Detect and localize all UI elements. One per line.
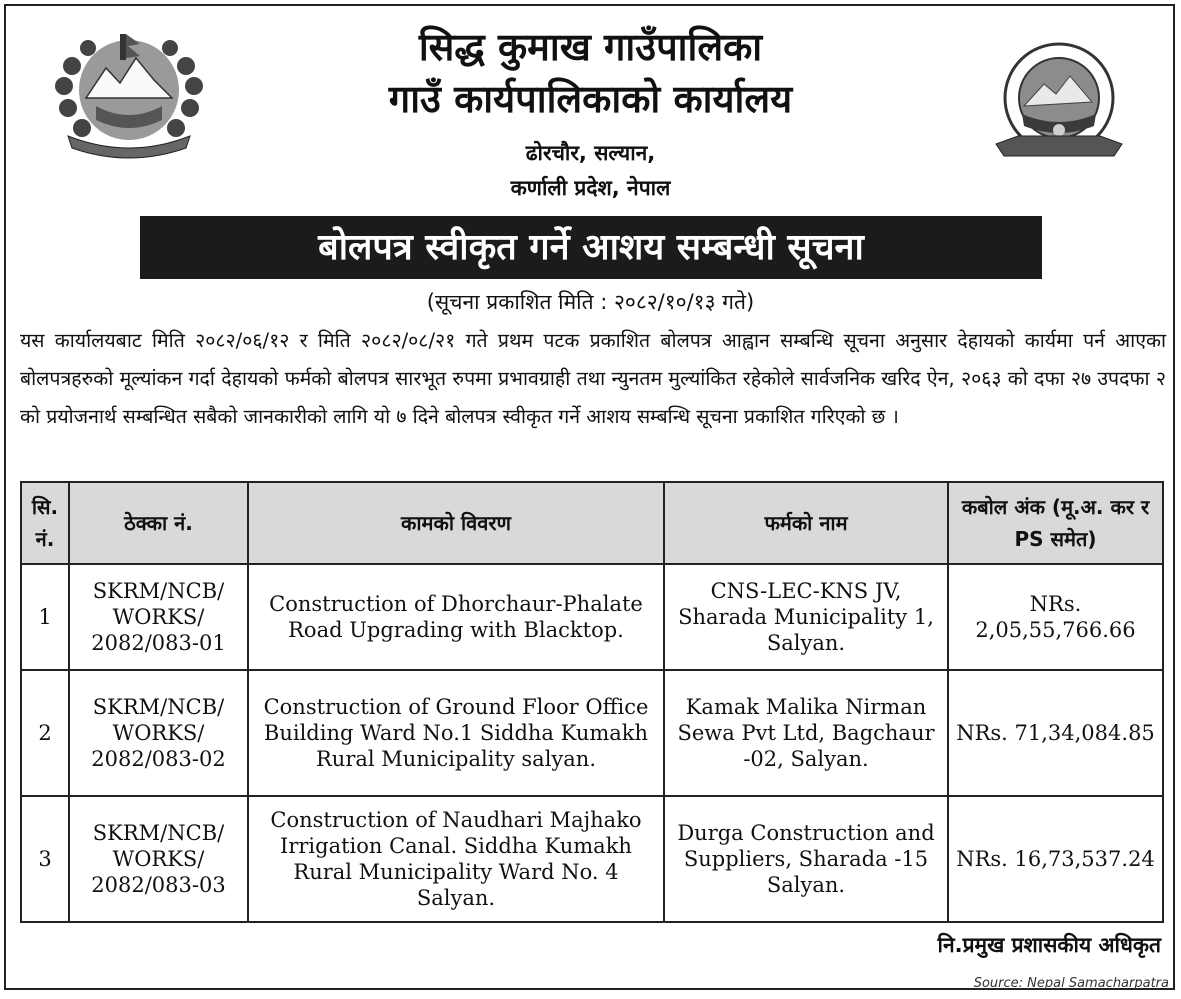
source-credit: Source: Nepal Samacharpatra: [973, 976, 1169, 991]
cell-amount: NRs. 2,05,55,766.66: [948, 564, 1163, 670]
header-sn: सि. नं.: [21, 482, 69, 564]
address-line-1: ढोरचौर, सल्यान,: [525, 141, 656, 165]
office-name: गाउँ कार्यपालिकाको कार्यालय: [388, 77, 793, 121]
bid-table: [20, 481, 1164, 923]
cell-sn: 1: [21, 564, 69, 670]
table-row: [21, 796, 1163, 922]
header-work-description: कामको विवरण: [248, 482, 664, 564]
address-line-2: कर्णाली प्रदेश, नेपाल: [510, 176, 671, 200]
published-date: (सूचना प्रकाशित मिति : २०८२/१०/१३ गते): [426, 290, 755, 314]
cell-amount: NRs. 16,73,537.24: [948, 796, 1163, 922]
cell-sn: 3: [21, 796, 69, 922]
cell-firm: Durga Construction and Suppliers, Sharada -15 Salyan.: [664, 796, 948, 922]
table-row: [21, 564, 1163, 670]
header-firm-name: फर्मको नाम: [664, 482, 948, 564]
cell-firm: CNS-LEC-KNS JV, Sharada Municipality 1, Salyan.: [664, 564, 948, 670]
header-contract-no: ठेक्का नं.: [69, 482, 248, 564]
cell-firm: Kamak Malika Nirman Sewa Pvt Ltd, Bagchaur -02, Salyan.: [664, 670, 948, 796]
cell-sn: 2: [21, 670, 69, 796]
table-row: [21, 670, 1163, 796]
cell-description: Construction of Ground Floor Office Building Ward No.1 Siddha Kumakh Rural Municipality salyan.: [248, 670, 664, 796]
cell-contract-no: SKRM/NCB/ WORKS/ 2082/083-02: [69, 670, 248, 796]
table-header-row: [21, 482, 1163, 564]
cell-amount: NRs. 71,34,084.85: [948, 670, 1163, 796]
municipality-name: सिद्ध कुमाख गाउँपालिका: [418, 25, 763, 69]
cell-contract-no: SKRM/NCB/ WORKS/ 2082/083-03: [69, 796, 248, 922]
notice-heading: बोलपत्र स्वीकृत गर्ने आशय सम्बन्धी सूचना: [140, 216, 1042, 279]
cell-description: Construction of Dhorchaur-Phalate Road Upgrading with Blacktop.: [248, 564, 664, 670]
notice-body: यस कार्यालयबाट मिति २०८२/०६/१२ र मिति २०८२/०८/२१ गते प्रथम पटक प्रकाशित बोलपत्र आह्वान सम्बन्धि सूचना अनुसार देहायको कार्यमा पर्न आएका बोलपत्रहरुको मूल्यांकन गर्दा देहायको फर्मको बोलपत्र सारभूत रुपमा प्रभावग्राही तथा न्युनतम मुल्यांकित रहेकोले सार्वजनिक खरिद ऐन, २०६३ को दफा २७ उपदफा २ को प्रयोजनार्थ सम्बन्धित सबैको जानकारीको लागि यो ७ दिने बोलपत्र स्वीकृत गर्ने आशय सम्बन्धि सूचना प्रकाशित गरिएको छ ।: [20, 329, 1166, 428]
cell-description: Construction of Naudhari Majhako Irrigation Canal. Siddha Kumakh Rural Municipality Ward No. 4 Salyan.: [248, 796, 664, 922]
cell-contract-no: SKRM/NCB/ WORKS/ 2082/083-01: [69, 564, 248, 670]
signatory: नि.प्रमुख प्रशासकीय अधिकृत: [937, 933, 1161, 957]
header-bid-amount: कबोल अंक (मू.अ. कर र PS समेत): [948, 482, 1163, 564]
